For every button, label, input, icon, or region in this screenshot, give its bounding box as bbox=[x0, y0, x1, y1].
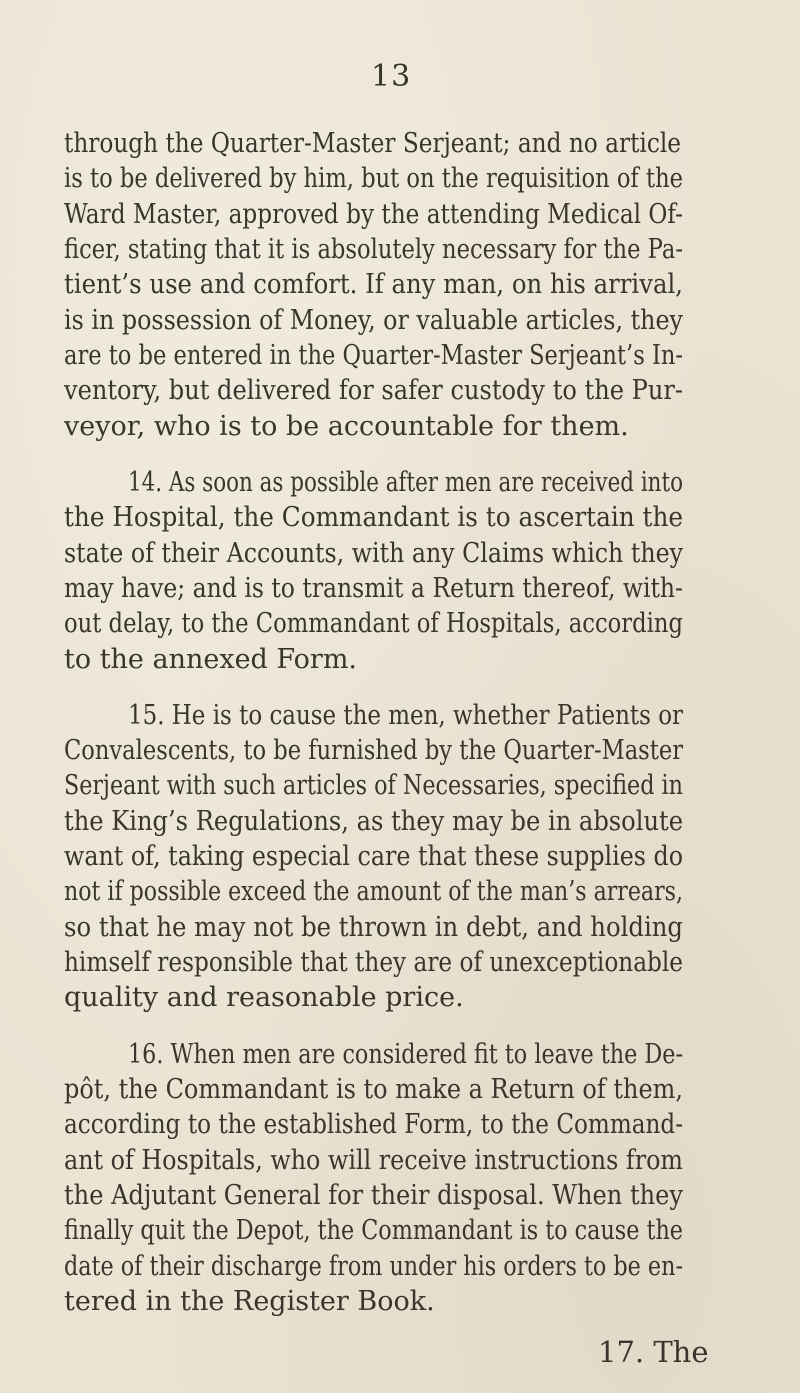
text-line-content: pôt, the Commandant is to make a Return of them, bbox=[64, 1074, 683, 1105]
text-line bbox=[0, 976, 800, 1020]
text-line-content: quality and reasonable price. bbox=[64, 982, 464, 1013]
text-line-content: out delay, to the Commandant of Hospitals, according bbox=[64, 608, 683, 639]
text-line-content: tient’s use and comfort. If any man, on his arrival, bbox=[64, 269, 683, 300]
text-line-content: is to be delivered by him, but on the requisition of the bbox=[64, 163, 683, 194]
text-line-content: tered in the Register Book. bbox=[64, 1286, 435, 1317]
text-line-content: ventory, but delivered for safer custody to the Pur- bbox=[64, 375, 683, 406]
text-line-content: state of their Accounts, with any Claims which they bbox=[64, 538, 683, 569]
text-line-content: to the annexed Form. bbox=[64, 644, 358, 675]
page-number: 13 bbox=[371, 59, 412, 94]
catchword: 17. The bbox=[598, 1335, 709, 1369]
text-line-content: the King’s Regulations, as they may be in absolute bbox=[64, 806, 683, 837]
text-line-content: ant of Hospitals, who will receive instructions from bbox=[64, 1145, 683, 1176]
text-line-content: ficer, stating that it is absolutely necessary for the Pa- bbox=[64, 234, 683, 265]
text-line bbox=[0, 405, 800, 449]
text-line-content: the Hospital, the Commandant is to ascertain the bbox=[64, 502, 683, 533]
text-line-content: himself responsible that they are of unexceptionable bbox=[64, 947, 683, 978]
text-line-content: Serjeant with such articles of Necessaries, specified in bbox=[64, 770, 683, 801]
text-line-content: so that he may not be thrown in debt, and holding bbox=[64, 912, 683, 943]
text-line-content: are to be entered in the Quarter-Master Serjeant’s In- bbox=[64, 340, 683, 371]
text-line-content: may have; and is to transmit a Return thereof, with- bbox=[64, 573, 683, 604]
text-line-content: Ward Master, approved by the attending Medical Of- bbox=[64, 199, 683, 230]
text-line bbox=[0, 1280, 800, 1324]
text-line-content: is in possession of Money, or valuable articles, they bbox=[64, 305, 683, 336]
text-line-content: 14. As soon as possible after men are received into bbox=[128, 467, 683, 498]
text-line-content: 16. When men are considered fit to leave the De- bbox=[128, 1039, 683, 1070]
text-line-content: want of, taking especial care that these supplies do bbox=[64, 841, 683, 872]
text-line-content: 15. He is to cause the men, whether Patients or bbox=[128, 700, 683, 731]
text-line bbox=[0, 638, 800, 682]
text-line-content: the Adjutant General for their disposal. When they bbox=[64, 1180, 683, 1211]
text-line-content: veyor, who is to be accountable for them. bbox=[64, 411, 629, 442]
text-line-content: finally quit the Depot, the Commandant is to cause the bbox=[64, 1215, 683, 1246]
text-line-content: through the Quarter-Master Serjeant; and no article bbox=[64, 128, 681, 159]
text-line-content: according to the established Form, to the Command- bbox=[64, 1109, 683, 1140]
text-line-content: Convalescents, to be furnished by the Quarter-Master bbox=[64, 735, 683, 766]
text-line-content: date of their discharge from under his orders to be en- bbox=[64, 1251, 683, 1282]
text-line-content: not if possible exceed the amount of the man’s arrears, bbox=[64, 876, 683, 907]
